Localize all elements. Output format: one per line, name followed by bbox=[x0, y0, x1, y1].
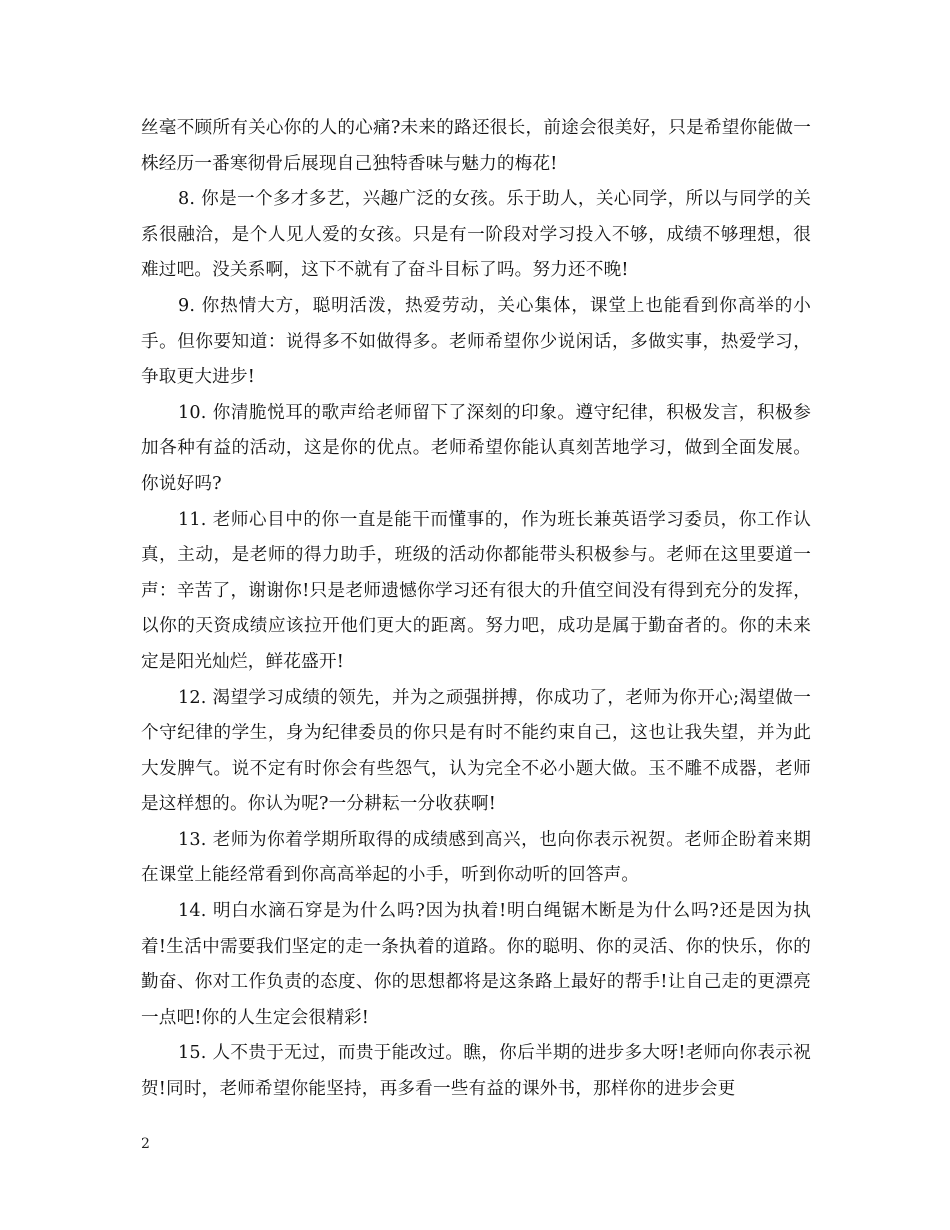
paragraph-15: 15. 人不贵于无过，而贵于能改过。瞧，你后半期的进步多大呀!老师向你表示祝贺!同时，老师希望你能坚持，再多看一些有益的课外书，那样你的进步会更 bbox=[141, 1043, 811, 1100]
paragraph-14: 14. 明白水滴石穿是为什么吗?因为执着!明白绳锯木断是为什么吗?还是因为执着!生活中需要我们坚定的走一条执着的道路。你的聪明、你的灵活、你的快乐，你的勤奋、你对工作负责的态度、你的思想都将是这条路上最好的帮手!让自己走的更漂亮一点吧!你的人生定会很精彩! bbox=[141, 901, 811, 1028]
document-body bbox=[141, 111, 811, 1108]
paragraph-9: 9. 你热情大方，聪明活泼，热爱劳动，关心集体，课堂上也能看到你高举的小手。但你要知道：说得多不如做得多。老师希望你少说闲话，多做实事，热爱学习，争取更大进步! bbox=[141, 295, 811, 388]
paragraph-12: 12. 渴望学习成绩的领先，并为之顽强拼搏，你成功了，老师为你开心;渴望做一个守纪律的学生，身为纪律委员的你只是有时不能约束自己，这也让我失望，并为此大发脾气。说不定有时你会有些怨气，认为完全不必小题大做。玉不雕不成器，老师是这样想的。你认为呢?一分耕耘一分收获啊! bbox=[141, 687, 811, 815]
paragraph-8: 8. 你是一个多才多艺，兴趣广泛的女孩。乐于助人，关心同学，所以与同学的关系很融洽，是个人见人爱的女孩。只是有一阶段对学习投入不够，成绩不够理想，很难过吧。没关系啊，这下不就有了奋斗目标了吗。努力还不晚! bbox=[141, 189, 811, 281]
paragraph-10: 10. 你清脆悦耳的歌声给老师留下了深刻的印象。遵守纪律，积极发言，积极参加各种有益的活动，这是你的优点。老师希望你能认真刻苦地学习，做到全面发展。你说好吗? bbox=[141, 402, 811, 494]
paragraph-11: 11. 老师心目中的你一直是能干而懂事的，作为班长兼英语学习委员，你工作认真，主动，是老师的得力助手，班级的活动你都能带头积极参与。老师在这里要道一声：辛苦了，谢谢你!只是老师遗憾你学习还有很大的升值空间没有得到充分的发挥，以你的天资成绩应该拉开他们更大的距离。努力吧，成功是属于勤奋者的。你的未来定是阳光灿烂，鲜花盛开! bbox=[141, 509, 811, 672]
paragraph-continuation: 丝毫不顾所有关心你的人的心痛?未来的路还很长，前途会很美好，只是希望你能做一株经历一番寒彻骨后展现自己独特香味与魅力的梅花! bbox=[141, 118, 811, 174]
paragraph-13: 13. 老师为你着学期所取得的成绩感到高兴，也向你表示祝贺。老师企盼着来期在课堂上能经常看到你高高举起的小手，听到你动听的回答声。 bbox=[141, 829, 811, 886]
page-number: 2 bbox=[141, 1136, 150, 1152]
